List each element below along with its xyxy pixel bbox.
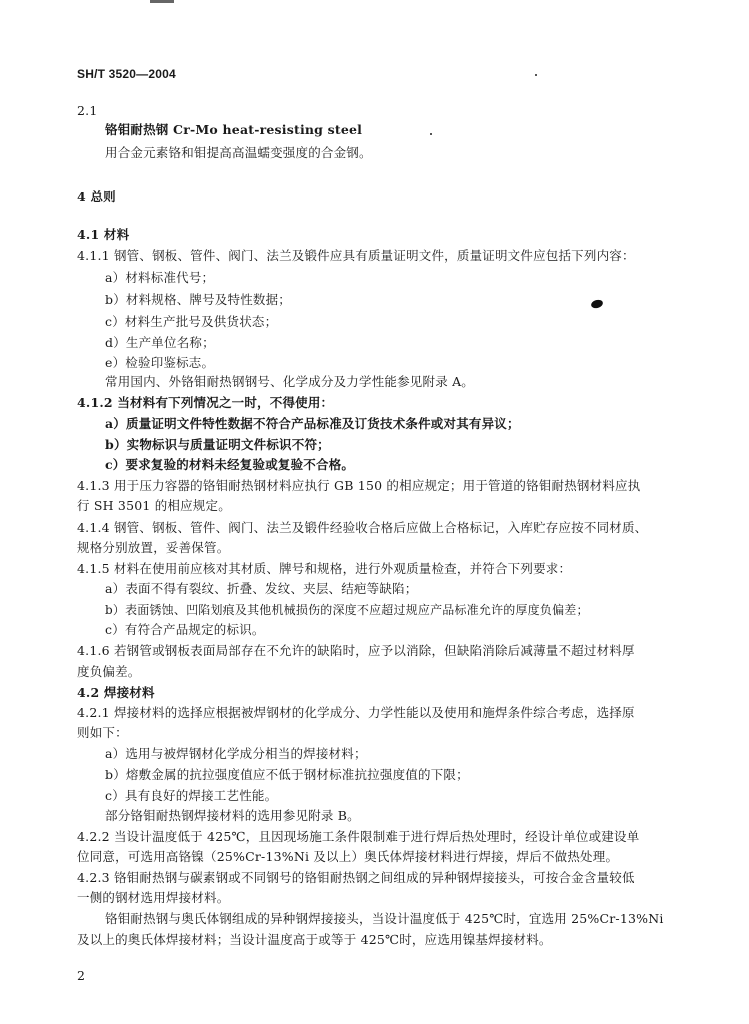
list-item: c）有符合产品规定的标识。 (105, 622, 265, 637)
term-title: 铬钼耐热钢 Cr-Mo heat-resisting steel (105, 122, 363, 137)
term-definition: 用合金元素铬和钼提高高温蠕变强度的合金钢。 (105, 145, 372, 160)
list-item: c）要求复验的材料未经复验或复验不合格。 (105, 457, 355, 472)
list-item: a）质量证明文件特性数据不符合产品标准及订货技术条件或对其有异议； (105, 416, 520, 431)
clause-4-1-2: 4.1.2 当材料有下列情况之一时，不得使用： (77, 395, 334, 410)
clause-4-1-6: 4.1.6 若钢管或钢板表面局部存在不允许的缺陷时，应予以消除，但缺陷消除后减薄量不超过材料厚 (77, 643, 635, 658)
clause-4-1-4: 4.1.4 钢管、钢板、管件、阀门、法兰及锻件经验收合格后应做上合格标记，入库贮存应按不同材质、 (77, 520, 648, 535)
list-item: b）熔敷金属的抗拉强度值应不低于钢材标准抗拉强度值的下限； (105, 767, 469, 782)
clause-4-1-5: 4.1.5 材料在使用前应核对其材质、牌号和规格，进行外观质量检查，并符合下列要求： (77, 561, 572, 576)
list-item: b）实物标识与质量证明文件标识不符； (105, 437, 330, 452)
list-item: a）材料标准代号； (105, 270, 215, 285)
clause-4-1-1: 4.1.1 钢管、钢板、管件、阀门、法兰及锻件应具有质量证明文件，质量证明文件应包括下列内容： (77, 248, 635, 263)
section-4-2-heading: 4.2 焊接材料 (77, 685, 155, 700)
clause-4-2-1: 4.2.1 焊接材料的选择应根据被焊钢材的化学成分、力学性能以及使用和施焊条件综合考虑，选择原 (77, 705, 635, 720)
scan-speck (430, 133, 432, 135)
clause-4-2-1-cont: 则如下： (77, 725, 128, 740)
scan-artifact (150, 0, 174, 3)
clause-note: 常用国内、外铬钼耐热钢钢号、化学成分及力学性能参见附录 A。 (105, 374, 475, 389)
clause-4-2-3-para2: 铬钼耐热钢与奥氏体钢组成的异种钢焊接接头，当设计温度低于 425℃时，宜选用 25%Cr-13%Ni (105, 911, 664, 926)
clause-4-1-3: 4.1.3 用于压力容器的铬钼耐热钢材料应执行 GB 150 的相应规定；用于管道的铬钼耐热钢材料应执 (77, 478, 641, 493)
section-4-1-heading: 4.1 材料 (77, 227, 130, 242)
standard-code-header: SH/T 3520—2004 (77, 67, 176, 81)
scan-speck (535, 74, 537, 76)
section-4-heading: 4 总则 (77, 189, 116, 204)
list-item: a）表面不得有裂纹、折叠、发纹、夹层、结疤等缺陷； (105, 581, 418, 596)
list-item: c）具有良好的焊接工艺性能。 (105, 788, 278, 803)
clause-4-2-2-cont: 位同意，可选用高铬镍（25%Cr-13%Ni 及以上）奥氏体焊接材料进行焊接，焊后不做热处理。 (77, 849, 619, 864)
list-item: d）生产单位名称； (105, 335, 215, 350)
clause-4-2-3-para2-cont: 及以上的奥氏体焊接材料；当设计温度高于或等于 425℃时，应选用镍基焊接材料。 (77, 932, 552, 947)
clause-4-2-3-cont: 一侧的钢材选用焊接材料。 (77, 890, 230, 905)
clause-4-2-3: 4.2.3 铬钼耐热钢与碳素钢或不同钢号的铬钼耐热钢之间组成的异种钢焊接接头，可按合金含量较低 (77, 870, 635, 885)
clause-note: 部分铬钼耐热钢焊接材料的选用参见附录 B。 (105, 808, 360, 823)
clause-4-1-4-cont: 规格分别放置，妥善保管。 (77, 540, 230, 555)
clause-4-2-2: 4.2.2 当设计温度低于 425℃，且因现场施工条件限制难于进行焊后热处理时，经设计单位或建设单 (77, 829, 640, 844)
list-item: a）选用与被焊钢材化学成分相当的焊接材料； (105, 746, 367, 761)
list-item: b）材料规格、牌号及特性数据； (105, 292, 292, 307)
list-item: e）检验印鉴标志。 (105, 355, 215, 370)
clause-4-1-6-cont: 度负偏差。 (77, 664, 141, 679)
clause-4-1-3-cont: 行 SH 3501 的相应规定。 (77, 498, 231, 513)
list-item: c）材料生产批号及供货状态； (105, 314, 278, 329)
list-item: b）表面锈蚀、凹陷划痕及其他机械损伤的深度不应超过规应产品标准允许的厚度负偏差； (105, 603, 589, 617)
ink-blot-artifact (590, 299, 604, 310)
page-number: 2 (77, 968, 86, 983)
section-number-2-1: 2.1 (77, 103, 98, 118)
